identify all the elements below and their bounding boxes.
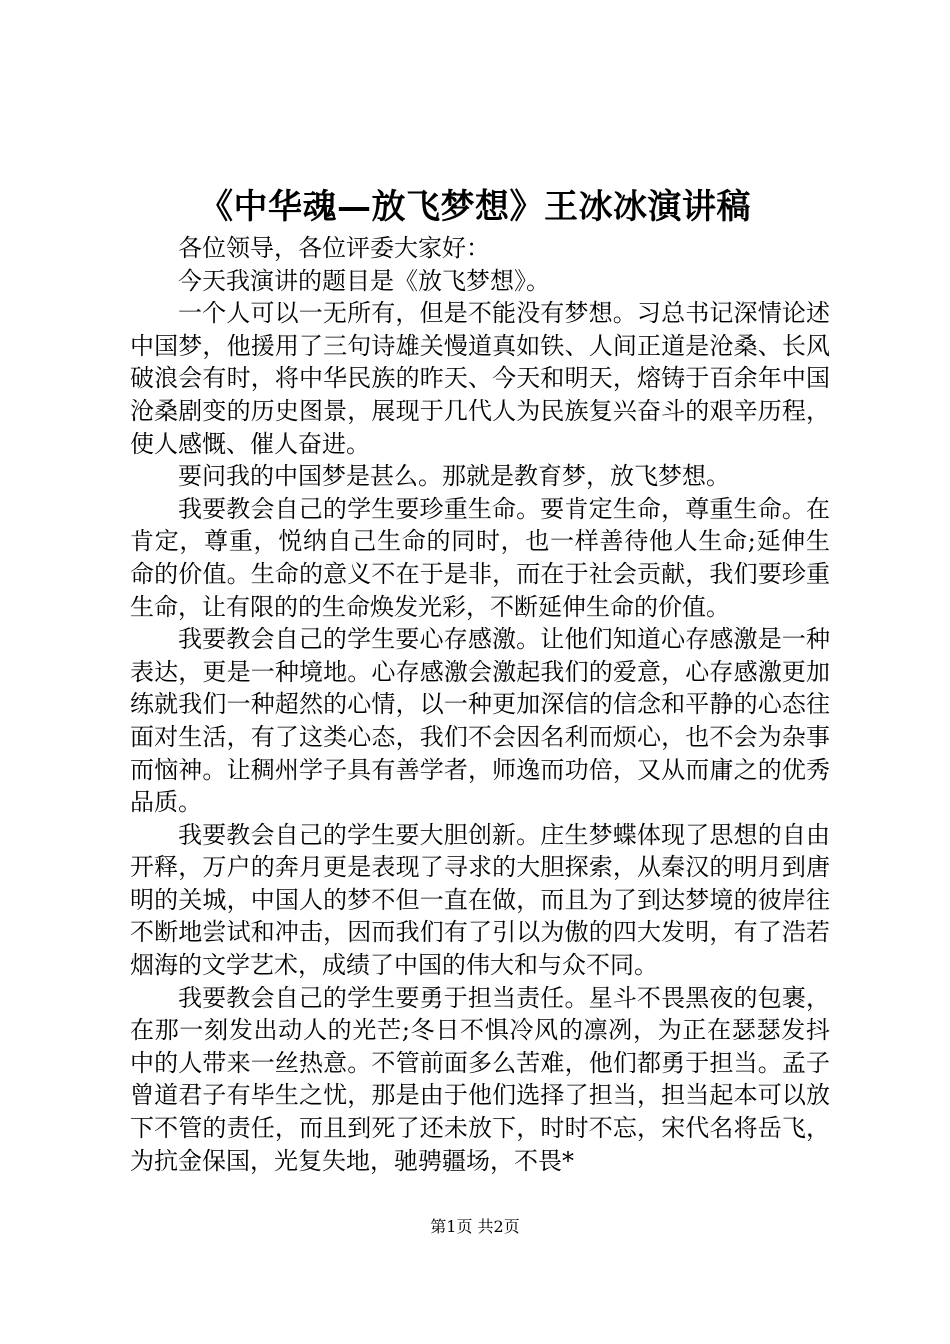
paragraph-greeting: 各位领导，各位评委大家好： — [178, 234, 490, 262]
paragraph-cherish-life: 我要教会自己的学生要珍重生命。要肯定生命，尊重生命。在肯定，尊重，悦纳自己生命的同时，也一样善待他人生命;延伸生命的价值。生命的意义不在于是非，而在于社会贡献，我们要珍重生命，让有限的的生命焕发光彩，不断延伸生命的价值。 — [130, 494, 830, 621]
document-body — [130, 232, 830, 1177]
paragraph-education-dream: 要问我的中国梦是甚么。那就是教育梦，放飞梦想。 — [178, 462, 730, 491]
paragraph-responsibility: 我要教会自己的学生要勇于担当责任。星斗不畏黑夜的包裹，在那一刻发出动人的光芒;冬日不惧冷风的凛冽，为正在瑟瑟发抖中的人带来一丝热意。不管前面多么苦难，他们都勇于担当。孟子曾道君子有毕生之忧，那是由于他们选择了担当，担当起本可以放下不管的责任，而且到死了还未放下，时时不忘，宋代名将岳飞，为抗金保国，光复失地，驰骋疆场，不畏* — [130, 983, 830, 1175]
paragraph-gratitude: 我要教会自己的学生要心存感激。让他们知道心存感激是一种表达，更是一种境地。心存感激会激起我们的爱意，心存感激更加练就我们一种超然的心情，以一种更加深信的信念和平静的心态往面对生活，有了这类心态，我们不会因名利而烦心，也不会为杂事而恼神。让稠州学子具有善学者，师逸而功倍，又从而庸之的优秀品质。 — [130, 625, 830, 817]
paragraph-dream: 一个人可以一无所有，但是不能没有梦想。习总书记深情论述中国梦，他援用了三句诗雄关慢道真如铁、人间正道是沧桑、长风破浪会有时，将中华民族的昨天、今天和明天，熔铸于百余年中国沧桑剧变的历史图景，展现于几代人为民族复兴奋斗的艰辛历程，使人感慨、催人奋进。 — [130, 299, 830, 458]
document-title: 《中华魂—放飞梦想》王冰冰演讲稿 — [199, 187, 751, 227]
paragraph-topic: 今天我演讲的题目是《放飞梦想》。 — [178, 266, 550, 295]
page-footer: 第1页 共2页 — [430, 1217, 520, 1236]
paragraph-innovation: 我要教会自己的学生要大胆创新。庄生梦蝶体现了思想的自由开释，万户的奔月更是表现了寻求的大胆探索，从秦汉的明月到唐明的关城，中国人的梦不但一直在做，而且为了到达梦境的彼岸往不断地尝试和冲击，因而我们有了引以为傲的四大发明，有了浩若烟海的文学艺术，成绩了中国的伟大和与众不同。 — [130, 820, 830, 980]
